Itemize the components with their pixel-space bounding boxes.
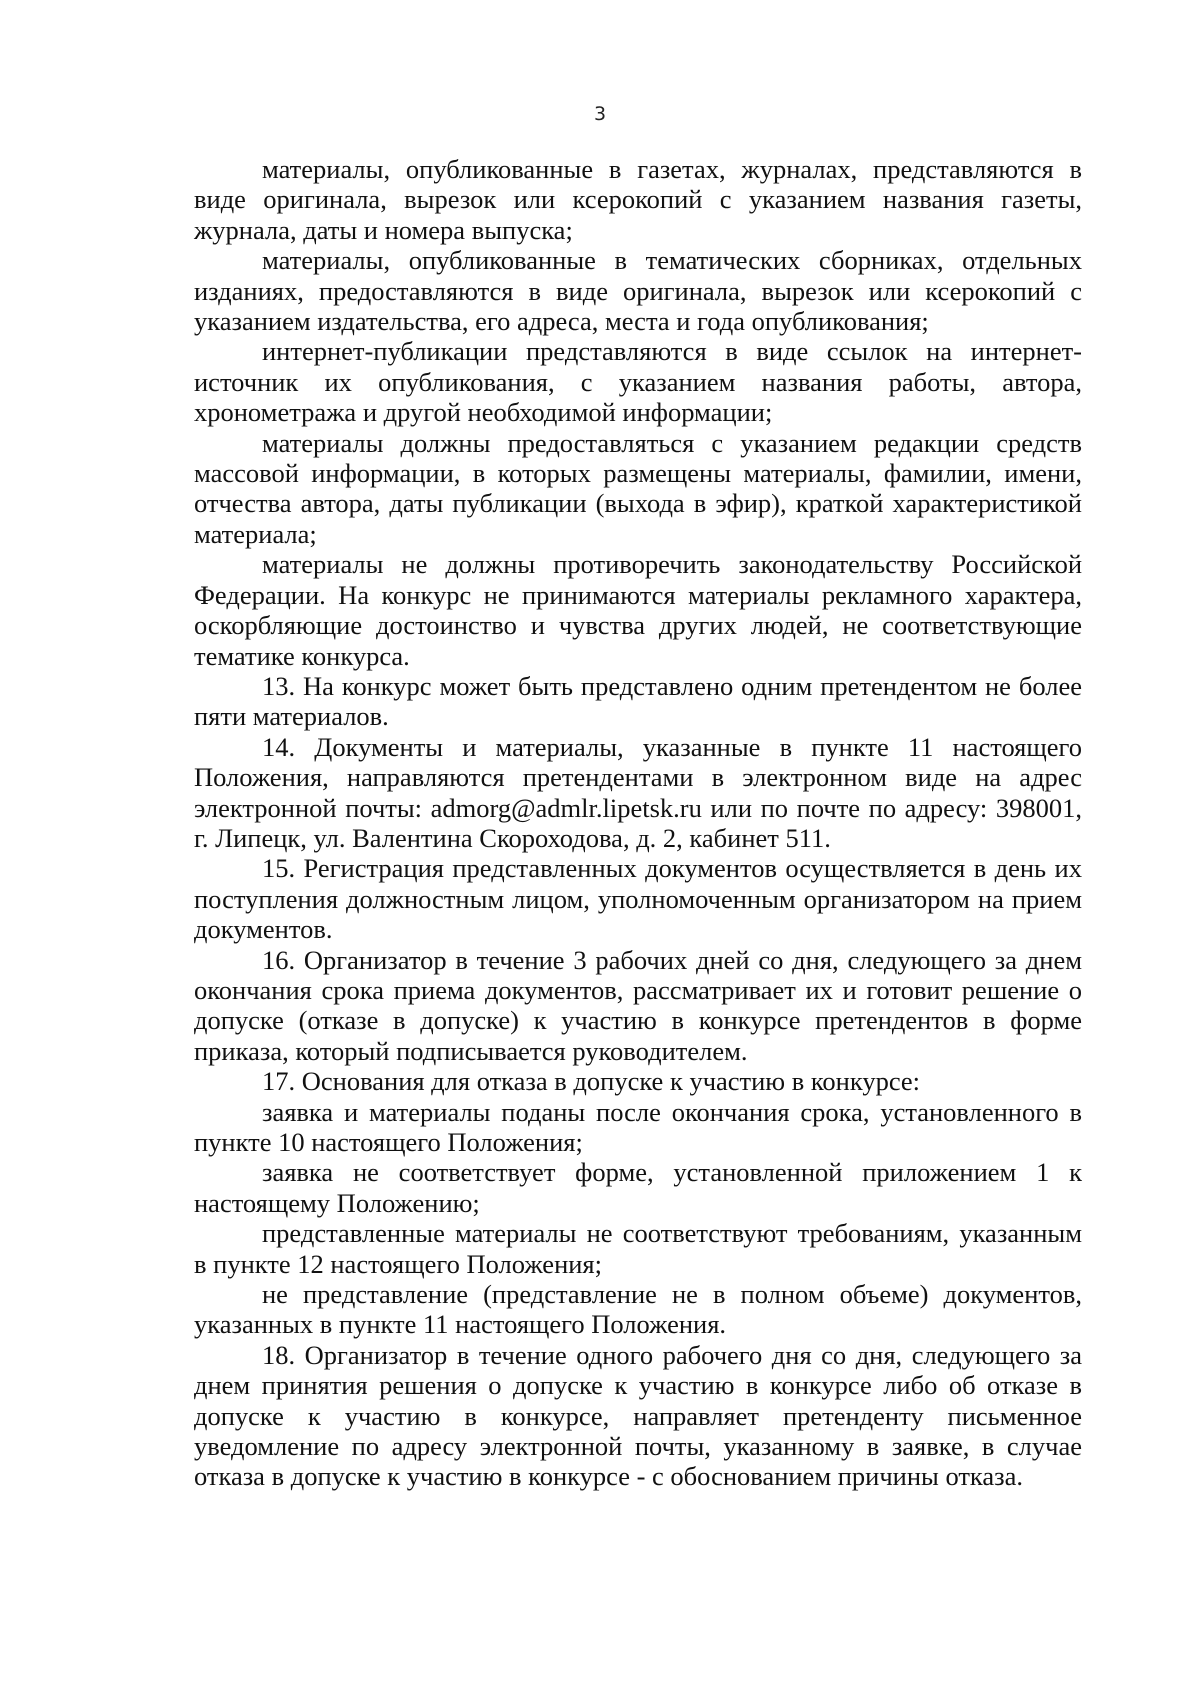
paragraph-thematic-collections: материалы, опубликованные в тематических сборниках, отдельных изданиях, предоставляются в виде оригинала, вырезок или ксерокопий с указанием издательства, его адреса, места и года опубликования; xyxy=(194,245,1082,337)
paragraph-refusal-incomplete: не представление (представление не в полном объеме) документов, указанных в пункте 11 настоящего Положения. xyxy=(194,1279,1082,1340)
paragraph-refusal-requirements: представленные материалы не соответствуют требованиям, указанным в пункте 12 настоящего Положения; xyxy=(194,1218,1082,1279)
paragraph-newspaper-materials: материалы, опубликованные в газетах, журналах, представляются в виде оригинала, вырезок или ксерокопий с указанием названия газеты, журнала, даты и номера выпуска; xyxy=(194,154,1082,245)
paragraph-legal-compliance: материалы не должны противоречить законодательству Российской Федерации. На конкурс не принимаются материалы рекламного характера, оскорбляющие достоинство и чувства других людей, не соответствующие тематике конкурса. xyxy=(194,549,1082,671)
paragraph-refusal-late-submission: заявка и материалы поданы после окончания срока, установленного в пункте 10 настоящего Положения; xyxy=(194,1096,1082,1157)
page-number: 3 xyxy=(593,103,607,125)
paragraph-clause-14: 14. Документы и материалы, указанные в пункте 11 настоящего Положения, направляются претендентами в электронном виде на адрес электронной почты: admorg@admlr.lipetsk.ru или по почте по адресу: 398001, г. Липецк, ул. Валентина Скороходова, д. 2, кабинет 511. xyxy=(194,731,1082,853)
paragraph-clause-18: 18. Организатор в течение одного рабочего дня со дня, следующего за днем принятия решения о допуске к участию в конкурсе либо об отказе в допуске к участию в конкурсе, направляет претенденту письменное уведомление по адресу электронной почты, указанному в заявке, в случае отказа в допуске к участию в конкурсе - с обоснованием причины отказа. xyxy=(194,1339,1082,1492)
paragraph-clause-13: 13. На конкурс может быть представлено одним претендентом не более пяти материалов. xyxy=(194,670,1082,732)
paragraph-clause-17: 17. Основания для отказа в допуске к участию в конкурсе: xyxy=(262,1066,921,1097)
paragraph-clause-16: 16. Организатор в течение 3 рабочих дней со дня, следующего за днем окончания срока приема документов, рассматривает их и готовит решение о допуске (отказе в допуске) к участию в конкурсе претендентов в форме приказа, который подписывается руководителем. xyxy=(194,944,1082,1066)
paragraph-internet-publications: интернет-публикации представляются в виде ссылок на интернет-источник их опубликования, с указанием названия работы, автора, хронометража и другой необходимой информации; xyxy=(194,336,1082,428)
paragraph-clause-15: 15. Регистрация представленных документов осуществляется в день их поступления должностным лицом, уполномоченным организатором на прием документов. xyxy=(194,853,1082,945)
paragraph-refusal-form-mismatch: заявка не соответствует форме, установленной приложением 1 к настоящему Положению; xyxy=(194,1157,1082,1218)
paragraph-media-requirements: материалы должны предоставляться с указанием редакции средств массовой информации, в которых размещены материалы, фамилии, имени, отчества автора, даты публикации (выхода в эфир), краткой характеристикой материала; xyxy=(194,427,1082,549)
document-body xyxy=(194,154,1082,1492)
